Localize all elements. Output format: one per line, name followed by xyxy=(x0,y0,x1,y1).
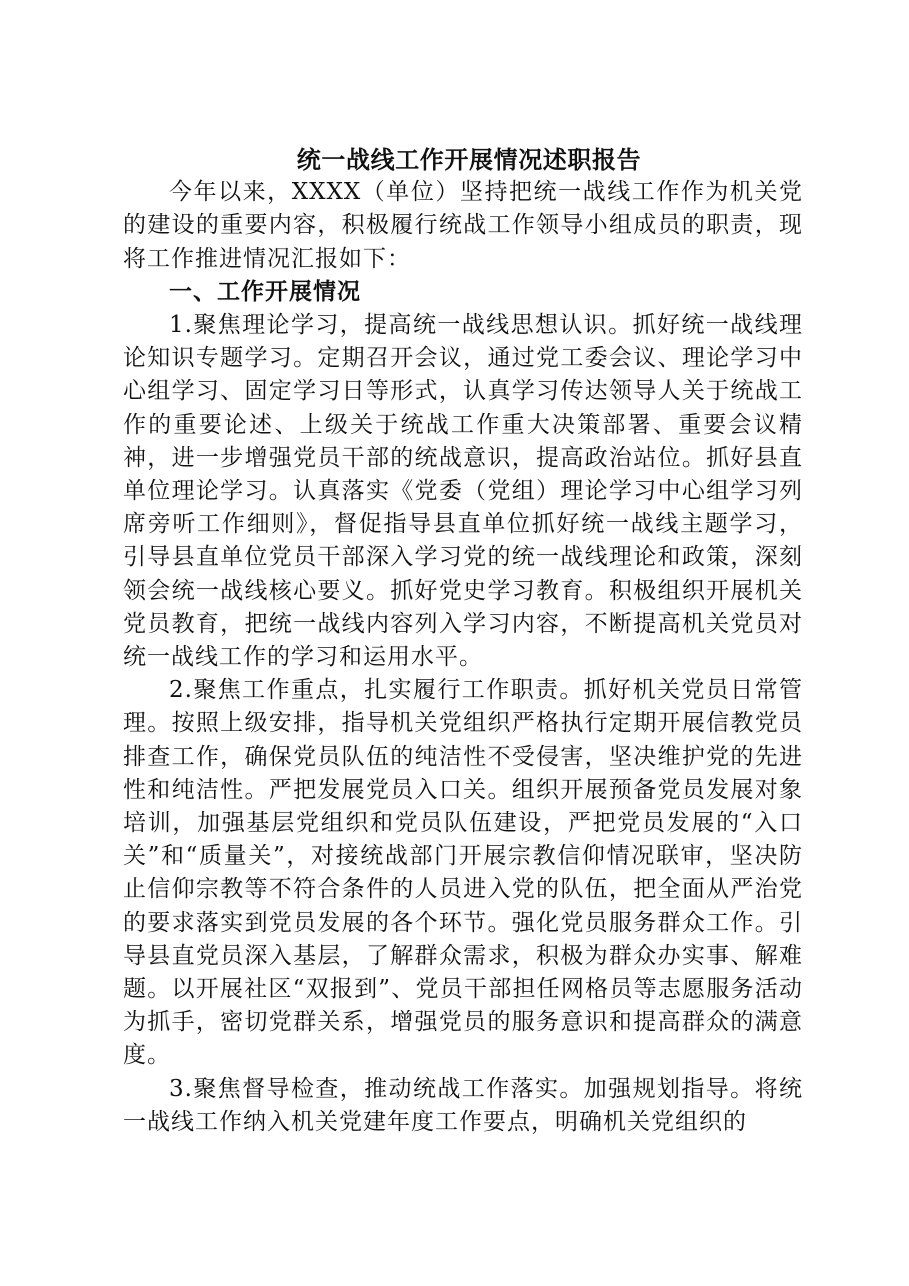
paragraph-item-3: 3.聚焦督导检查，推动统战工作落实。加强规划指导。将统一战线工作纳入机关党建年度工作要点，明确机关党组织的 xyxy=(123,1075,803,1135)
document-title: 统一战线工作开展情况述职报告 xyxy=(296,145,642,174)
intro-paragraph: 今年以来，XXXX（单位）坚持把统一战线工作作为机关党的建设的重要内容，积极履行统战工作领导小组成员的职责，现将工作推进情况汇报如下： xyxy=(123,179,803,272)
paragraph-item-2: 2.聚焦工作重点，扎实履行工作职责。抓好机关党员日常管理。按照上级安排，指导机关党组织严格执行定期开展信教党员排查工作，确保党员队伍的纯洁性不受侵害，坚决维护党的先进性和纯洁性。严把发展党员入口关。组织开展预备党员发展对象培训，加强基层党组织和党员队伍建设，严把党员发展的“入口关”和“质量关”，对接统战部门开展宗教信仰情况联审，坚决防止信仰宗教等不符合条件的人员进入党的队伍，把全面从严治党的要求落实到党员发展的各个环节。强化党员服务群众工作。引导县直党员深入基层，了解群众需求，积极为群众办实事、解难题。以开展社区“双报到”、党员干部担任网格员等志愿服务活动为抓手，密切党群关系，增强党员的服务意识和提高群众的满意度。 xyxy=(123,677,803,1069)
section-heading: 一、工作开展情况 xyxy=(169,278,361,305)
document-body xyxy=(123,143,803,1139)
paragraph-item-1: 1.聚焦理论学习，提高统一战线思想认识。抓好统一战线理论知识专题学习。定期召开会议，通过党工委会议、理论学习中心组学习、固定学习日等形式，认真学习传达领导人关于统战工作的重要论述、上级关于统战工作重大决策部署、重要会议精神，进一步增强党员干部的统战意识，提高政治站位。抓好县直单位理论学习。认真落实《党委（党组）理论学习中心组学习列席旁听工作细则》，督促指导县直单位抓好统一战线主题学习，引导县直单位党员干部深入学习党的统一战线理论和政策，深刻领会统一战线核心要义。抓好党史学习教育。积极组织开展机关党员教育，把统一战线内容列入学习内容，不断提高机关党员对统一战线工作的学习和运用水平。 xyxy=(123,312,803,671)
